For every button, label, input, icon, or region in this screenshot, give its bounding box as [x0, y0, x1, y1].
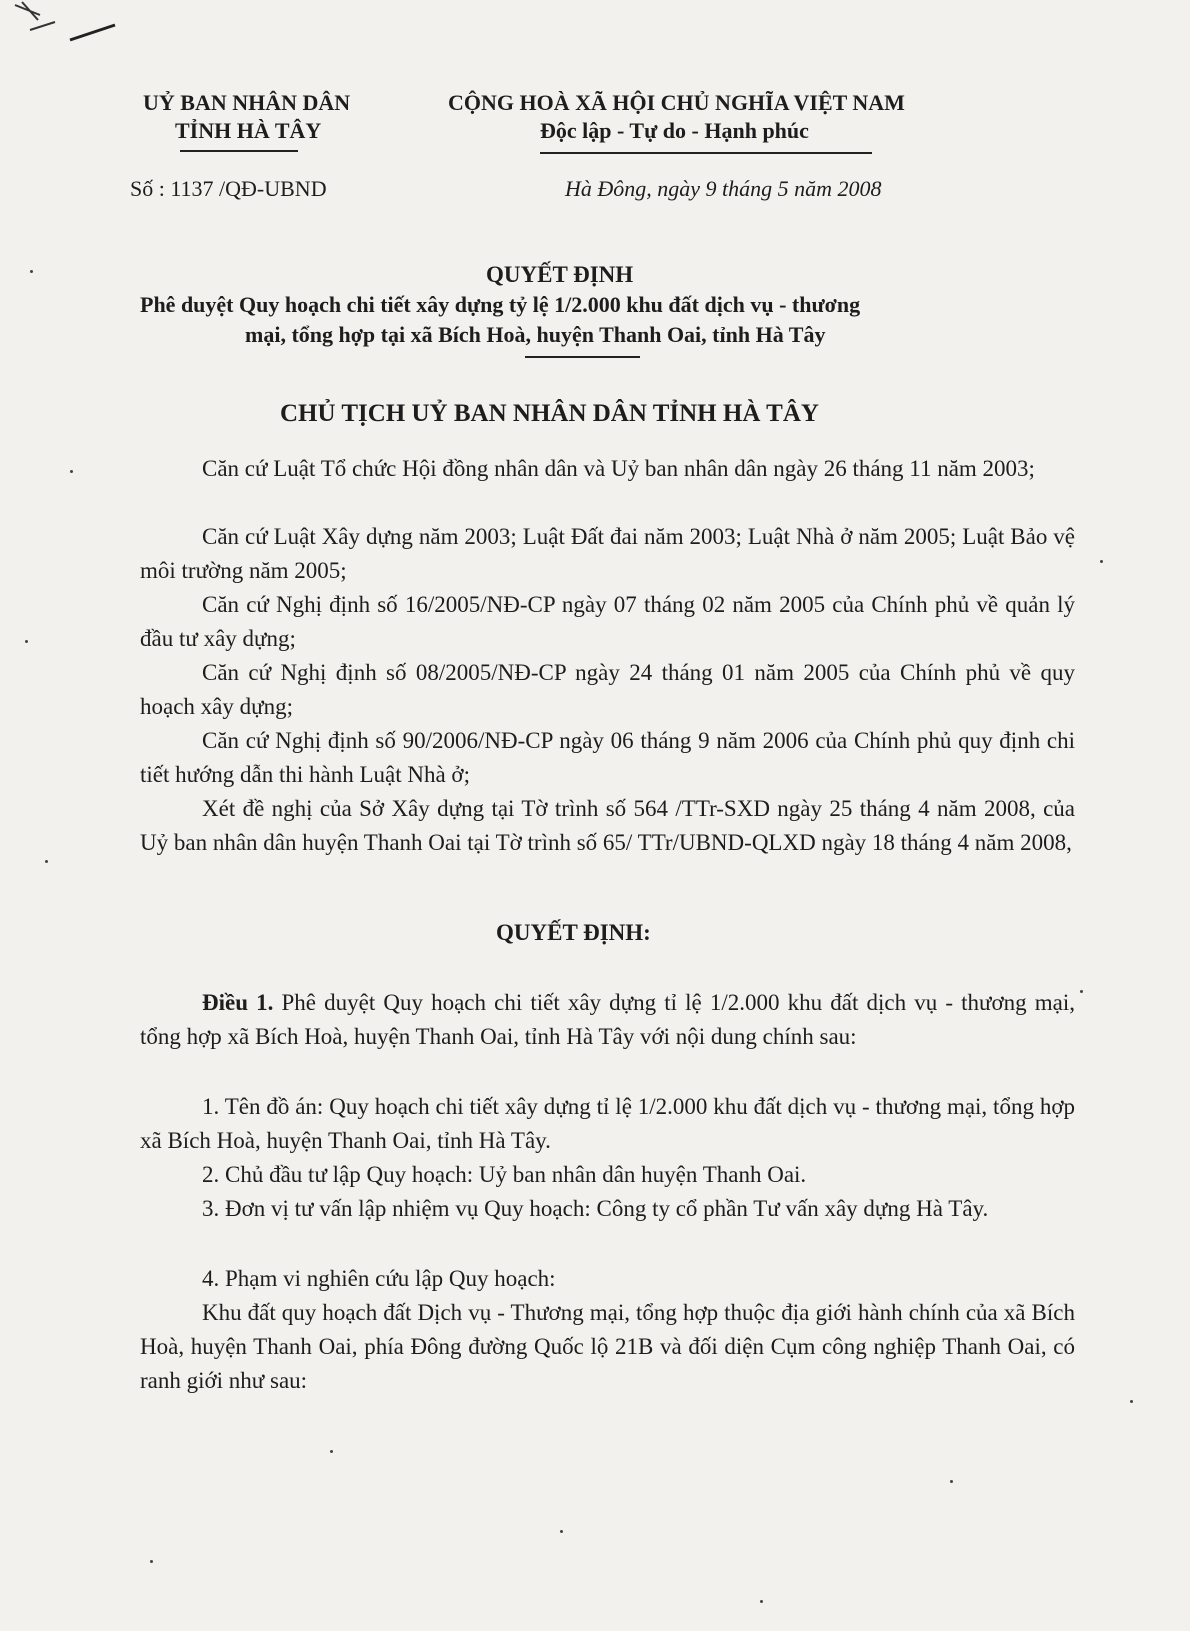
- article-1-item-4: 4. Phạm vi nghiên cứu lập Quy hoạch:: [202, 1266, 556, 1291]
- subject-underline: [525, 356, 640, 358]
- basis-paragraph-4: Căn cứ Nghị định số 08/2005/NĐ-CP ngày 24 tháng 01 năm 2005 của Chính phủ về quy hoạch xây dựng;: [140, 660, 1075, 719]
- document-date: Hà Đông, ngày 9 tháng 5 năm 2008: [565, 176, 882, 201]
- article-1-paragraph: Điều 1. Phê duyệt Quy hoạch chi tiết xây dựng tỉ lệ 1/2.000 khu đất dịch vụ - thương mại, tổng hợp xã Bích Hoà, huyện Thanh Oai, tỉnh Hà Tây với nội dung chính sau:: [140, 990, 1075, 1049]
- decision-subject-line1: Phê duyệt Quy hoạch chi tiết xây dựng tỷ lệ 1/2.000 khu đất dịch vụ - thương: [140, 292, 861, 317]
- scan-speck: [70, 470, 73, 473]
- scan-speck: [1100, 560, 1103, 563]
- scan-speck: [150, 1560, 153, 1563]
- agency-underline: [180, 150, 298, 152]
- basis-paragraph-1: Căn cứ Luật Tổ chức Hội đồng nhân dân và Uỷ ban nhân dân ngày 26 tháng 11 năm 2003;: [202, 456, 1035, 481]
- scan-speck: [45, 860, 48, 863]
- basis-paragraph-2: Căn cứ Luật Xây dựng năm 2003; Luật Đất đai năm 2003; Luật Nhà ở năm 2005; Luật Bảo vệ môi trường năm 2005;: [140, 524, 1075, 583]
- article-1-item-3: 3. Đơn vị tư vấn lập nhiệm vụ Quy hoạch: Công ty cổ phần Tư vấn xây dựng Hà Tây.: [202, 1196, 989, 1221]
- national-title: CỘNG HOÀ XÃ HỘI CHỦ NGHĨA VIỆT NAM: [448, 90, 905, 115]
- decision-heading: QUYẾT ĐỊNH: [486, 262, 634, 287]
- decision-subject-line2: mại, tổng hợp tại xã Bích Hoà, huyện Thanh Oai, tỉnh Hà Tây: [245, 322, 826, 347]
- decides-heading: QUYẾT ĐỊNH:: [496, 920, 651, 945]
- province-name: TỈNH HÀ TÂY: [175, 118, 322, 143]
- scan-speck: [950, 1480, 953, 1483]
- corner-scribble: [10, 0, 120, 50]
- national-motto: Độc lập - Tự do - Hạnh phúc: [540, 118, 809, 143]
- scan-speck: [330, 1450, 333, 1453]
- article-1-item-1: 1. Tên đồ án: Quy hoạch chi tiết xây dựng tỉ lệ 1/2.000 khu đất dịch vụ - thương mại, tổng hợp xã Bích Hoà, huyện Thanh Oai, tỉnh Hà Tây.: [140, 1094, 1075, 1153]
- article-1-item-2: 2. Chủ đầu tư lập Quy hoạch: Uỷ ban nhân dân huyện Thanh Oai.: [202, 1162, 807, 1187]
- scan-speck: [30, 270, 33, 273]
- agency-name: UỶ BAN NHÂN DÂN: [143, 90, 351, 115]
- document-number: Số : 1137 /QĐ-UBND: [130, 176, 327, 201]
- scan-speck: [1130, 1400, 1133, 1403]
- basis-paragraph-6: Xét đề nghị của Sở Xây dựng tại Tờ trình số 564 /TTr-SXD ngày 25 tháng 4 năm 2008, của Uỷ ban nhân dân huyện Thanh Oai tại Tờ trình số 65/ TTr/UBND-QLXD ngày 18 tháng 4 năm 2008,: [140, 796, 1075, 855]
- scan-speck: [25, 640, 28, 643]
- basis-paragraph-5: Căn cứ Nghị định số 90/2006/NĐ-CP ngày 06 tháng 9 năm 2006 của Chính phủ quy định chi tiết hướng dẫn thi hành Luật Nhà ở;: [140, 728, 1075, 787]
- scan-speck: [760, 1600, 763, 1603]
- scan-speck: [1080, 990, 1083, 993]
- motto-underline: [540, 152, 872, 154]
- article-1-label: Điều 1.: [202, 990, 274, 1015]
- authority-heading: CHỦ TỊCH UỶ BAN NHÂN DÂN TỈNH HÀ TÂY: [280, 400, 819, 427]
- basis-paragraph-3: Căn cứ Nghị định số 16/2005/NĐ-CP ngày 07 tháng 02 năm 2005 của Chính phủ về quản lý đầu tư xây dựng;: [140, 592, 1075, 651]
- scan-speck: [560, 1530, 563, 1533]
- article-1-scope: Khu đất quy hoạch đất Dịch vụ - Thương mại, tổng hợp thuộc địa giới hành chính của xã Bích Hoà, huyện Thanh Oai, phía Đông đường Quốc lộ 21B và đối diện Cụm công nghiệp Thanh Oai, có ranh giới như sau:: [140, 1300, 1075, 1393]
